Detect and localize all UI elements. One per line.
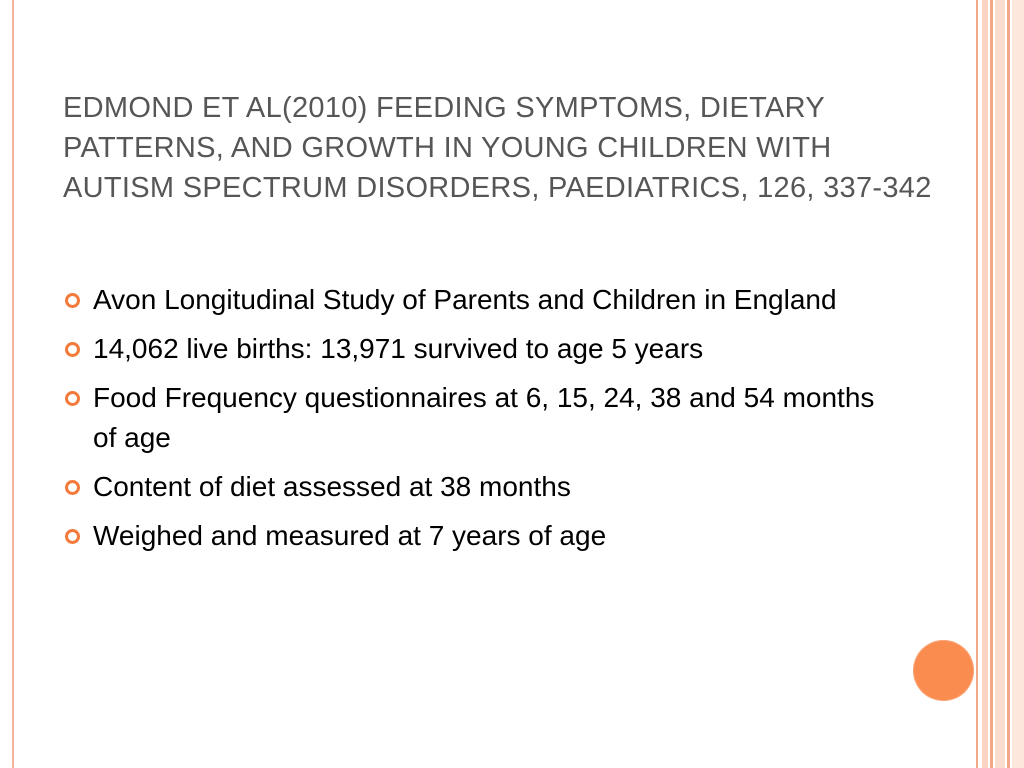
bullet-list	[64, 280, 894, 565]
left-border-line	[12, 0, 14, 768]
ring-bullet-icon	[65, 529, 80, 544]
orange-circle-icon	[913, 640, 974, 701]
ring-bullet-icon	[65, 293, 80, 308]
decor-stripe	[982, 0, 988, 768]
bullet-text: Avon Longitudinal Study of Parents and Children in England	[93, 284, 837, 315]
ring-bullet-icon	[65, 342, 80, 357]
decor-stripe	[995, 0, 1005, 768]
bullet-item	[64, 329, 894, 369]
bullet-text: Food Frequency questionnaires at 6, 15, 24, 38 and 54 months of age	[93, 382, 875, 453]
bullet-item	[64, 516, 894, 556]
ring-bullet-icon	[65, 391, 80, 406]
decor-stripe	[976, 0, 978, 768]
bullet-item	[64, 280, 894, 320]
bullet-item	[64, 467, 894, 507]
bullet-text: 14,062 live births: 13,971 survived to age 5 years	[93, 333, 704, 364]
bullet-item	[64, 378, 894, 458]
bullet-text: Content of diet assessed at 38 months	[93, 471, 571, 502]
bullet-text: Weighed and measured at 7 years of age	[93, 520, 607, 551]
decor-stripe	[1012, 0, 1024, 768]
ring-bullet-icon	[65, 480, 80, 495]
decor-stripe	[1007, 0, 1010, 768]
decor-stripe	[990, 0, 993, 768]
slide-title: EDMOND ET AL(2010) FEEDING SYMPTOMS, DIETARY PATTERNS, AND GROWTH IN YOUNG CHILDREN WITH AUTISM SPECTRUM DISORDERS, PAEDIATRICS, 126, 337-342	[63, 92, 932, 204]
